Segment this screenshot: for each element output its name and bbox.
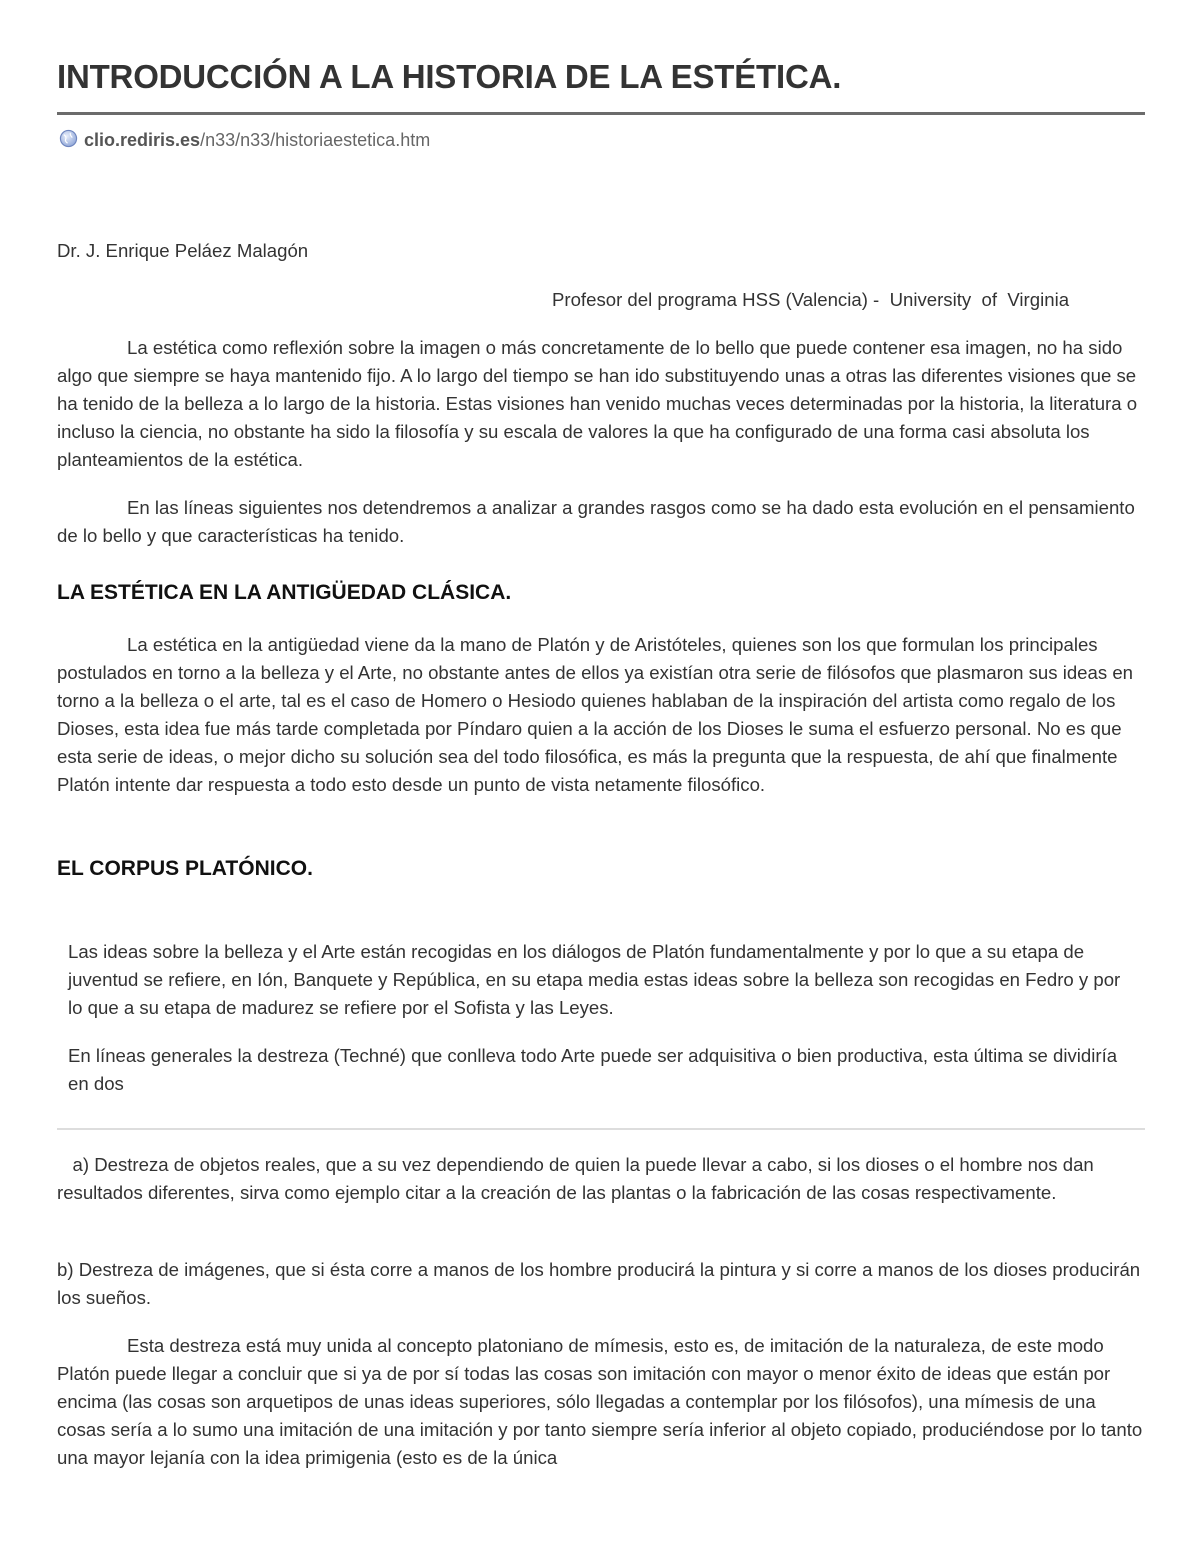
author-name: Dr. J. Enrique Peláez Malagón: [57, 240, 309, 261]
source-domain: clio.rediris.es: [84, 130, 201, 150]
source-link[interactable]: [59, 129, 430, 151]
list-item-a: a) Destreza de objetos reales, que a su vez dependiendo de quien la puede llevar a cabo, si los dioses o el hombre nos dan resultados diferentes, sirva como ejemplo citar a la creación de las plantas o la fabricación de las cosas respectivamente.: [57, 1154, 1099, 1203]
platon-quote-paragraph-2: En líneas generales la destreza (Techné) que conlleva todo Arte puede ser adquisitiva o bien productiva, esta última se dividiría en dos: [68, 1045, 1118, 1094]
globe-icon: [59, 129, 78, 148]
section-heading-antiguedad: LA ESTÉTICA EN LA ANTIGÜEDAD CLÁSICA.: [57, 581, 512, 604]
intro-paragraph-1: La estética como reflexión sobre la imagen o más concretamente de lo bello que puede contener esa imagen, no ha sido algo que siempre se haya mantenido fijo. A lo largo del tiempo se han ido substituyendo unas a otras las diferentes visiones que se ha tenido de la belleza a lo largo de la historia. Estas visiones han venido muchas veces determinadas por la historia, la literatura o incluso la ciencia, no obstante ha sido la filosofía y su escala de valores la que ha configurado de una forma casi absoluta los planteamientos de la estética.: [57, 337, 1138, 470]
author-affiliation: Profesor del programa HSS (Valencia) - University of Virginia: [552, 289, 1070, 310]
section-divider: [57, 1128, 1145, 1130]
intro-paragraph-2: En las líneas siguientes nos detendremos a analizar a grandes rasgos como se ha dado esta evolución en el pensamiento de lo bello y que características ha tenido.: [57, 497, 1135, 546]
section-heading-platon: EL CORPUS PLATÓNICO.: [57, 857, 313, 880]
list-item-b: b) Destreza de imágenes, que si ésta corre a manos de los hombre producirá la pintura y si corre a manos de los dioses producirán los sueños.: [57, 1259, 1141, 1308]
mimesis-paragraph: Esta destreza está muy unida al concepto platoniano de mímesis, esto es, de imitación de la naturaleza, de este modo Platón puede llegar a concluir que si ya de por sí todas las cosas son imitación con mayor o menor éxito de ideas que están por encima (las cosas son arquetipos de unas ideas superiores, sólo llegadas a contemplar por los filósofos), una mímesis de una cosas sería a lo sumo una imitación de una imitación y por tanto siempre sería inferior al objeto copiado, produciéndose por lo tanto una mayor lejanía con la idea primigenia (esto es de la única: [57, 1335, 1143, 1468]
antiguedad-paragraph: La estética en la antigüedad viene da la mano de Platón y de Aristóteles, quienes son los que formulan los principales postulados en torno a la belleza y el Arte, no obstante antes de ellos ya existían otra serie de filósofos que plasmaron sus ideas en torno a la belleza o el arte, tal es el caso de Homero o Hesiodo quienes hablaban de la inspiración del artista como regalo de los Dioses, esta idea fue más tarde completada por Píndaro quien a la acción de los Dioses le suma el esfuerzo personal. No es que esta serie de ideas, o mejor dicho su solución sea del todo filosófica, es más la pregunta que la respuesta, de ahí que finalmente Platón intente dar respuesta a todo esto desde un punto de vista netamente filosófico.: [57, 634, 1134, 795]
source-path: /n33/n33/historiaestetica.htm: [200, 130, 431, 150]
document-title: INTRODUCCIÓN A LA HISTORIA DE LA ESTÉTICA.: [57, 58, 842, 95]
platon-quote-paragraph-1: Las ideas sobre la belleza y el Arte están recogidas en los diálogos de Platón fundamentalmente y por lo que a su etapa de juventud se refiere, en Ión, Banquete y República, en su etapa media estas ideas sobre la belleza son recogidas en Fedro y por lo que a su etapa de madurez se refiere por el Sofista y las Leyes.: [68, 941, 1121, 1018]
title-divider: [57, 112, 1145, 115]
